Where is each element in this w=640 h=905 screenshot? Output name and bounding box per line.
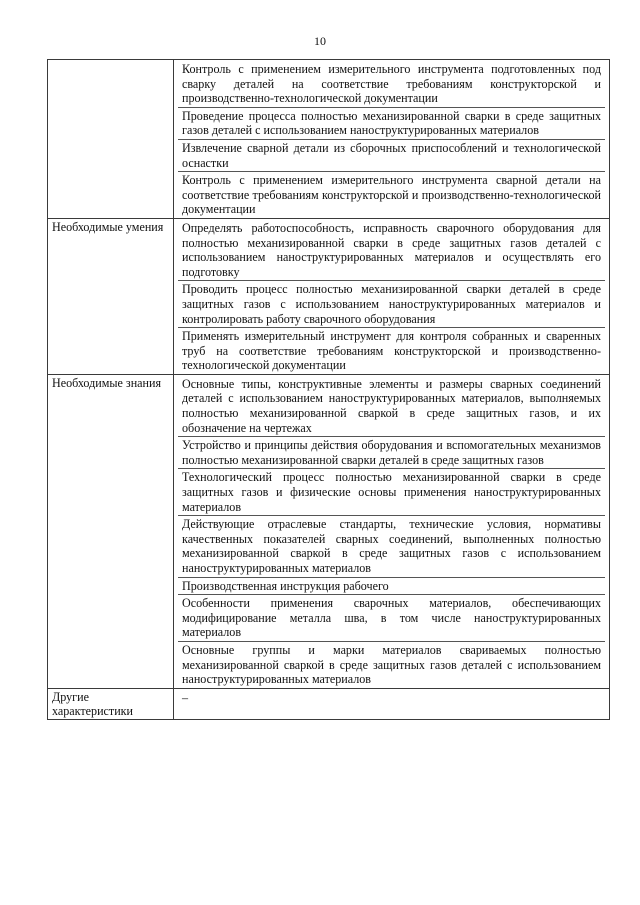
dash-value: – <box>182 690 189 705</box>
list-item: Действующие отраслевые стандарты, технические условия, нормативы качественных показателей сварных соединений, выполненных полностью механизированной сваркой в среде защитных газов с использованием наноструктурированных материалов <box>178 516 605 577</box>
row-label <box>48 218 174 374</box>
list-item: Применять измерительный инструмент для контроля собранных и сваренных труб на соответствие требованиям конструкторской и производственно-технологической документации <box>182 329 601 373</box>
list-item: Производственная инструкция рабочего <box>178 578 605 596</box>
list-item: Особенности применения сварочных материалов, обеспечивающих модифицирование металла шва, в том числе наноструктурированных материалов <box>178 595 605 642</box>
list-item: Основные типы, конструктивные элементы и размеры сварных соединений деталей с использованием наноструктурированных материалов, выполняемых полностью механизированной сваркой в среде защитных газов, и их обозначение на чертежах <box>178 376 605 437</box>
row-content <box>174 218 610 374</box>
row-label <box>48 688 174 719</box>
other-characteristics-label: Другие характеристики <box>52 689 134 719</box>
list-item: Проведение процесса полностью механизированной сварки в среде защитных газов деталей с использованием наноструктурированных материалов <box>178 108 605 140</box>
knowledge-label: Необходимые знания <box>52 375 162 390</box>
list-item: Контроль с применением измерительного инструмента сварной детали на соответствие требованиям конструкторской и производственно-технологической документации <box>182 173 601 217</box>
list-item: Основные группы и марки материалов свариваемых полностью механизированной сваркой в среде защитных газов деталей с использованием наноструктурированных материалов <box>182 642 601 687</box>
row-label <box>48 374 174 688</box>
list-item: Контроль с применением измерительного инструмента подготовленных под сварку деталей на соответствие требованиям конструкторской и производственно-технологической документации <box>178 61 605 108</box>
skills-label: Необходимые умения <box>52 219 164 234</box>
row-content <box>174 60 610 219</box>
list-item: Проводить процесс полностью механизированной сварки деталей в среде защитных газов с использованием наноструктурированных материалов и контролировать работу сварочного оборудования <box>178 281 605 328</box>
requirements-table <box>47 59 610 720</box>
list-item: Определять работоспособность, исправность сварочного оборудования для полностью механизированной сварки в среде защитных газов деталей с использованием наноструктурированных материалов и осуществлять его подготовку <box>178 220 605 281</box>
table-row <box>48 60 610 219</box>
page-number: 10 <box>314 34 326 48</box>
list-item: Извлечение сварной детали из сборочных приспособлений и технологической оснастки <box>178 140 605 172</box>
row-content <box>174 688 610 719</box>
table-row <box>48 218 610 374</box>
list-item: Технологический процесс полностью механизированной сварки в среде защитных газов и физические основы применения наноструктурированных материалов <box>178 469 605 516</box>
table-row <box>48 374 610 688</box>
row-label <box>48 60 174 219</box>
table-row <box>48 688 610 719</box>
row-content <box>174 374 610 688</box>
empty-label <box>52 61 169 75</box>
list-item: Устройство и принципы действия оборудования и вспомогательных механизмов полностью механизированной сварки деталей в среде защитных газов <box>178 437 605 469</box>
